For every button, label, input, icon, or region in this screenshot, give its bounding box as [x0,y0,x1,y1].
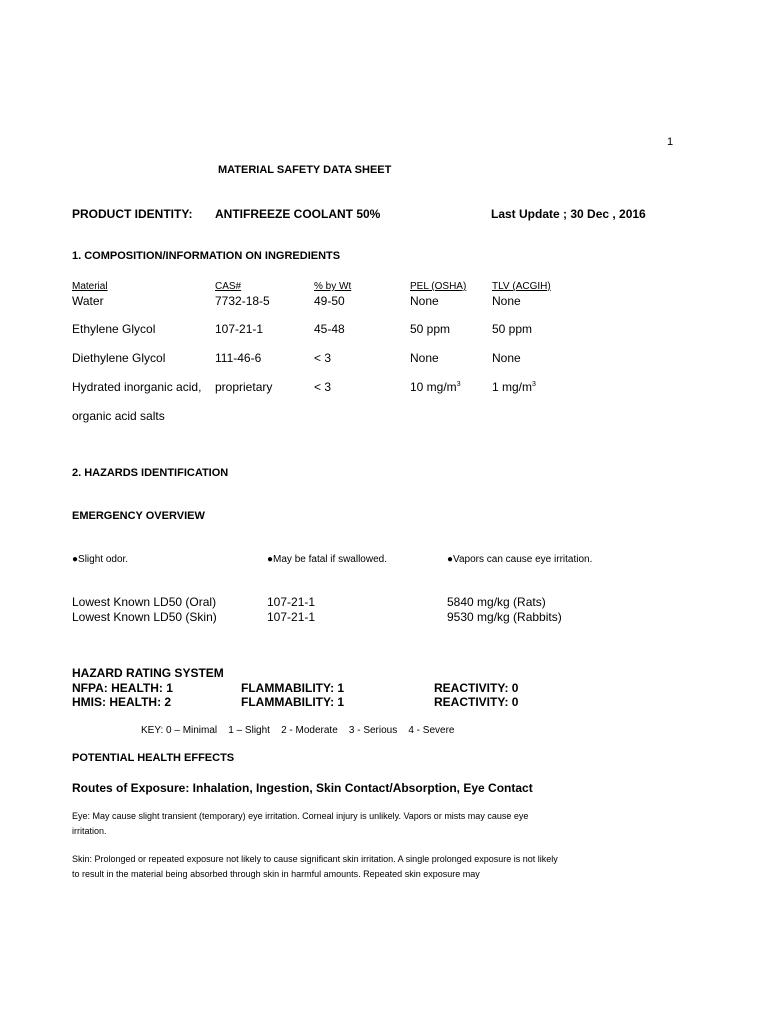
emergency-overview-heading: EMERGENCY OVERVIEW [72,510,205,522]
section2-heading: 2. HAZARDS IDENTIFICATION [72,467,229,479]
skin-effects-text: Skin: Prolonged or repeated exposure not likely to cause significant skin irritation. A single prolonged exposure is not likely to result in the material being absorbed through skin in harmful amounts. Repeated skin exposure may [72,854,558,879]
hmis-reactivity: REACTIVITY: 0 [434,695,519,709]
nfpa-flammability: FLAMMABILITY: 1 [241,681,345,695]
cell-wt: < 3 [314,351,332,365]
bullet-item: ●Slight odor. [72,554,129,565]
cell-cas: 7732-18-5 [215,294,270,308]
cell-wt: < 3 [314,380,332,394]
cell-tlv [492,380,536,394]
tlv-value: 1 mg/m [492,380,533,394]
bullet-item: ●Vapors can cause eye irritation. [447,554,593,565]
bullet-item: ●May be fatal if swallowed. [267,554,387,565]
cell-wt: 49-50 [314,294,345,308]
rating-key: KEY: 0 – Minimal 1 – Slight 2 - Moderate 3 - Serious 4 - Severe [141,725,455,736]
tlv-superscript: 3 [532,381,536,388]
nfpa-health: NFPA: HEALTH: 1 [72,681,173,695]
document-title: MATERIAL SAFETY DATA SHEET [218,164,392,176]
cell-material: Diethylene Glycol [72,351,166,365]
hmis-health: HMIS: HEALTH: 2 [72,695,172,709]
ld50-cas: 107-21-1 [267,610,316,624]
cell-cas: 111-46-6 [215,351,262,365]
cell-pel [410,380,461,394]
routes-of-exposure: Routes of Exposure: Inhalation, Ingestion, Skin Contact/Absorption, Eye Contact [72,781,533,795]
cell-pel: None [410,294,439,308]
hmis-flammability: FLAMMABILITY: 1 [241,695,345,709]
ld50-label: Lowest Known LD50 (Oral) [72,595,217,609]
page-number: 1 [667,136,674,148]
ld50-label: Lowest Known LD50 (Skin) [72,610,217,624]
pel-value: 10 mg/m [410,380,457,394]
last-update: Last Update ; 30 Dec , 2016 [491,207,646,221]
cell-material: Hydrated inorganic acid, [72,380,202,394]
cell-material: Water [72,294,104,308]
health-effects-heading: POTENTIAL HEALTH EFFECTS [72,752,235,764]
section1-heading: 1. COMPOSITION/INFORMATION ON INGREDIENTS [72,250,341,262]
cell-cas: proprietary [215,380,273,394]
col-header-tlv: TLV (ACGIH) [492,281,551,292]
product-identity-label: PRODUCT IDENTITY: [72,207,193,221]
cell-wt: 45-48 [314,322,345,336]
nfpa-reactivity: REACTIVITY: 0 [434,681,519,695]
row-continuation: organic acid salts [72,409,165,423]
cell-pel: 50 ppm [410,322,451,336]
cell-pel: None [410,351,439,365]
ld50-cas: 107-21-1 [267,595,316,609]
col-header-cas: CAS# [215,281,242,292]
hazard-rating-heading: HAZARD RATING SYSTEM [72,666,224,680]
cell-tlv: None [492,294,521,308]
ld50-value: 5840 mg/kg (Rats) [447,595,546,609]
eye-effects-text: Eye: May cause slight transient (temporary) eye irritation. Corneal injury is unlikely. Vapors or mists may cause eye irritation. [72,811,529,836]
cell-tlv: None [492,351,521,365]
col-header-material: Material [72,281,108,292]
col-header-wt: % by Wt [314,281,352,292]
ld50-value: 9530 mg/kg (Rabbits) [447,610,562,624]
col-header-pel: PEL (OSHA) [410,281,467,292]
cell-cas: 107-21-1 [215,322,264,336]
product-identity-value: ANTIFREEZE COOLANT 50% [215,207,381,221]
cell-material: Ethylene Glycol [72,322,156,336]
pel-superscript: 3 [456,381,461,388]
cell-tlv: 50 ppm [492,322,533,336]
